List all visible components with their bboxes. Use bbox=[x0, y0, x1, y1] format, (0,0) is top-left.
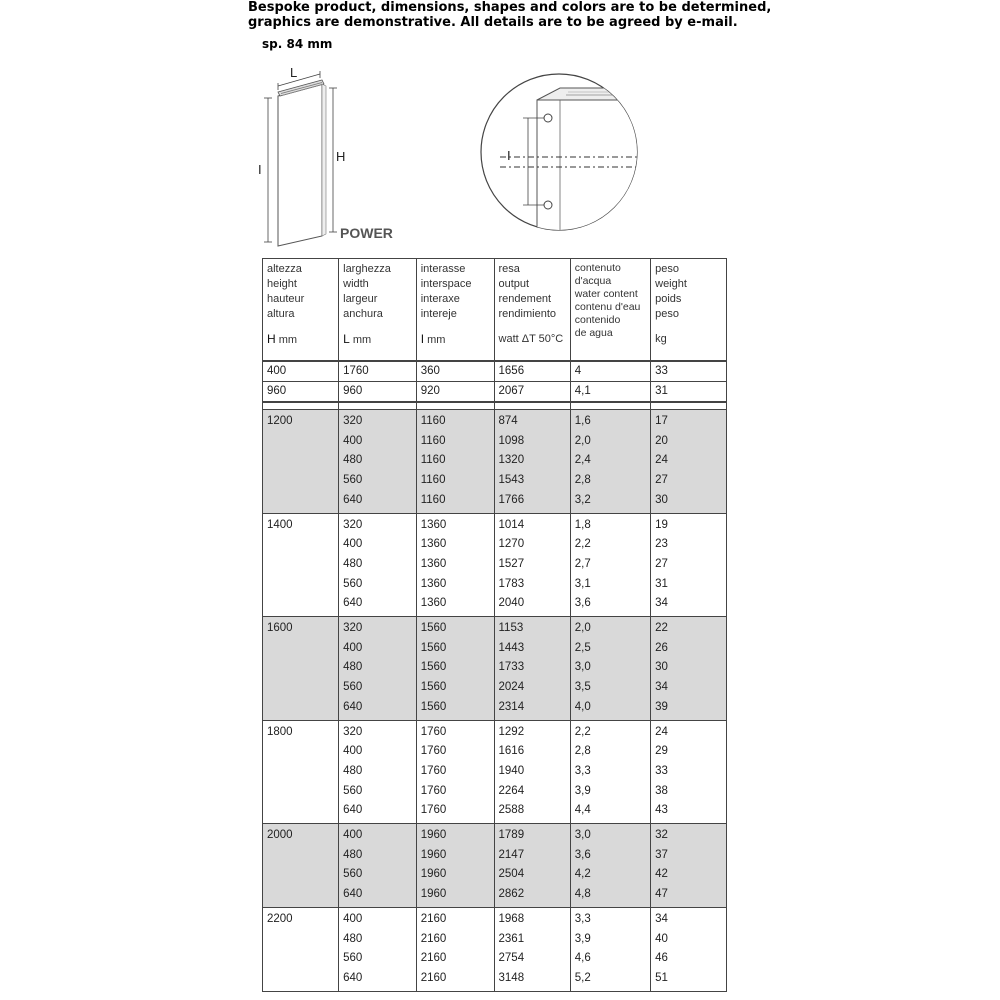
table-cell: 1789 bbox=[498, 829, 525, 842]
table-cell: 2160 bbox=[420, 952, 447, 965]
table-cell: 1543 bbox=[498, 474, 525, 487]
header-text: peso bbox=[655, 263, 679, 275]
table-cell: 1560 bbox=[420, 661, 447, 674]
header-text: width bbox=[343, 278, 369, 290]
table-cell: 3,3 bbox=[574, 764, 591, 777]
table-cell: 400 bbox=[343, 912, 363, 925]
spacer-cell bbox=[263, 402, 339, 410]
table-cell: 400 bbox=[343, 641, 363, 654]
table-cell: 4,0 bbox=[574, 700, 591, 713]
table-cell: 1760 bbox=[420, 764, 447, 777]
header-width bbox=[339, 259, 417, 362]
table-cell: 480 bbox=[343, 848, 363, 861]
unit-letter: L bbox=[343, 332, 350, 346]
table-cell: 3,9 bbox=[574, 932, 591, 945]
header-output bbox=[494, 259, 570, 362]
table-cell: 2588 bbox=[498, 804, 525, 817]
table-cell: 2264 bbox=[498, 784, 525, 797]
table-cell: 1733 bbox=[498, 661, 525, 674]
header-text: rendement bbox=[498, 293, 552, 305]
group-column-cell bbox=[339, 410, 417, 514]
group-column-cell bbox=[651, 907, 727, 991]
table-cell: 27 bbox=[655, 557, 668, 570]
table-cell: 3,5 bbox=[574, 681, 591, 694]
header-text: resa bbox=[498, 263, 520, 275]
table-cell: 1766 bbox=[498, 493, 525, 506]
table-cell: 37 bbox=[655, 848, 668, 861]
table-cell: 1443 bbox=[498, 641, 525, 654]
unit-text: mm bbox=[424, 334, 446, 346]
table-cell: 1760 bbox=[420, 784, 447, 797]
spacer-cell bbox=[570, 402, 650, 410]
table-cell: 43 bbox=[655, 804, 668, 817]
header-text: water content bbox=[574, 288, 638, 300]
table-cell: 1160 bbox=[420, 434, 446, 447]
unit-letter: I bbox=[420, 332, 425, 346]
table-cell: 27 bbox=[655, 474, 668, 487]
unit-text: watt ΔT 50°C bbox=[498, 333, 564, 345]
table-cell: 1292 bbox=[498, 725, 525, 738]
table-cell: 640 bbox=[343, 597, 363, 610]
table-cell: 640 bbox=[343, 971, 363, 984]
table-cell: 2040 bbox=[498, 597, 525, 610]
disclaimer-line-2: graphics are demonstrative. All details are to be agreed by e-mail. bbox=[248, 15, 738, 30]
header-interspace-lines bbox=[421, 263, 472, 320]
table-cell: 38 bbox=[655, 784, 668, 797]
table-cell: 3,6 bbox=[574, 597, 591, 610]
group-column-cell bbox=[570, 720, 650, 824]
table-cell: 1783 bbox=[498, 577, 525, 590]
specification-table-body bbox=[263, 259, 727, 992]
table-cell: 480 bbox=[343, 932, 363, 945]
table-cell: 1160 bbox=[420, 454, 446, 467]
table-group-row bbox=[263, 824, 727, 908]
dimension-I bbox=[264, 98, 272, 242]
header-interspace bbox=[416, 259, 494, 362]
table-cell: 320 bbox=[343, 622, 363, 635]
group-height-cell bbox=[263, 907, 339, 991]
table-cell: 960 bbox=[339, 382, 417, 403]
table-group-row bbox=[263, 907, 727, 991]
header-text: weight bbox=[655, 278, 687, 290]
table-cell: 23 bbox=[655, 538, 668, 551]
table-cell: 4,1 bbox=[570, 382, 650, 403]
table-cell: 560 bbox=[343, 474, 363, 487]
disclaimer-line-1: Bespoke product, dimensions, shapes and colors are to be determined, bbox=[248, 0, 772, 15]
table-cell: 3148 bbox=[498, 971, 525, 984]
table-cell: 480 bbox=[343, 557, 363, 570]
group-column-cell bbox=[570, 513, 650, 617]
header-text: altezza bbox=[267, 263, 302, 275]
table-cell: 2361 bbox=[498, 932, 525, 945]
table-cell: 2862 bbox=[498, 888, 525, 901]
table-cell: 1,6 bbox=[574, 415, 591, 427]
group-height-value: 2200 bbox=[267, 912, 293, 925]
table-cell: 400 bbox=[263, 361, 339, 382]
table-cell: 32 bbox=[655, 829, 668, 842]
table-cell: 320 bbox=[343, 415, 363, 427]
header-output-unit bbox=[499, 332, 570, 347]
unit-text: kg bbox=[655, 333, 667, 345]
table-cell: 920 bbox=[416, 382, 494, 403]
table-cell: 874 bbox=[498, 415, 518, 427]
table-row bbox=[263, 382, 727, 403]
table-cell: 19 bbox=[655, 518, 668, 531]
group-height-cell bbox=[263, 617, 339, 721]
group-column-cell bbox=[651, 720, 727, 824]
table-cell: 640 bbox=[343, 888, 363, 901]
table-cell: 1270 bbox=[498, 538, 525, 551]
header-text: altura bbox=[267, 308, 295, 320]
group-column-cell bbox=[416, 410, 494, 514]
header-height-unit bbox=[267, 332, 338, 348]
table-cell: 46 bbox=[655, 952, 668, 965]
table-cell: 1760 bbox=[420, 804, 447, 817]
table-cell: 1320 bbox=[498, 454, 525, 467]
table-cell: 560 bbox=[343, 681, 363, 694]
table-cell: 2067 bbox=[494, 382, 570, 403]
label-I-detail: I bbox=[507, 148, 511, 163]
header-width-lines bbox=[343, 263, 391, 320]
table-cell: 4,2 bbox=[574, 868, 591, 881]
table-cell: 1098 bbox=[498, 434, 525, 447]
radiator-drawing bbox=[0, 0, 1000, 258]
table-cell: 2,4 bbox=[574, 454, 591, 467]
group-column-cell bbox=[416, 907, 494, 991]
group-column-cell bbox=[651, 617, 727, 721]
group-column-cell bbox=[494, 617, 570, 721]
group-height-cell bbox=[263, 720, 339, 824]
group-column-cell bbox=[416, 513, 494, 617]
table-cell: 40 bbox=[655, 932, 668, 945]
group-height-cell bbox=[263, 410, 339, 514]
table-cell: 31 bbox=[655, 577, 668, 590]
group-column-cell bbox=[651, 824, 727, 908]
table-cell: 4 bbox=[570, 361, 650, 382]
table-cell: 2,7 bbox=[574, 557, 591, 570]
table-cell: 1,8 bbox=[574, 518, 591, 531]
table-cell: 1360 bbox=[420, 557, 447, 570]
table-cell: 42 bbox=[655, 868, 668, 881]
table-cell: 24 bbox=[655, 725, 668, 738]
group-column-cell bbox=[339, 720, 417, 824]
table-cell: 640 bbox=[343, 700, 363, 713]
radiator-panel-illustration bbox=[278, 80, 326, 246]
header-text: height bbox=[267, 278, 297, 290]
group-column-cell bbox=[416, 617, 494, 721]
group-column-cell bbox=[570, 617, 650, 721]
table-cell: 1360 bbox=[420, 538, 447, 551]
table-cell: 1560 bbox=[420, 641, 447, 654]
table-cell: 20 bbox=[655, 434, 668, 447]
table-cell: 3,6 bbox=[574, 848, 591, 861]
table-cell: 2160 bbox=[420, 971, 447, 984]
table-cell: 2754 bbox=[498, 952, 525, 965]
table-cell: 3,9 bbox=[574, 784, 591, 797]
table-cell: 400 bbox=[343, 745, 363, 758]
header-text: hauteur bbox=[267, 293, 305, 305]
table-cell: 1940 bbox=[498, 764, 525, 777]
group-height-value: 1400 bbox=[267, 518, 293, 531]
table-spacer-row bbox=[263, 402, 727, 410]
group-height-value: 1200 bbox=[267, 415, 293, 427]
table-cell: 3,3 bbox=[574, 912, 591, 925]
table-cell: 400 bbox=[343, 434, 363, 447]
table-row bbox=[263, 361, 727, 382]
header-text: anchura bbox=[343, 308, 383, 320]
table-cell: 560 bbox=[343, 784, 363, 797]
table-cell: 1014 bbox=[498, 518, 525, 531]
group-column-cell bbox=[339, 824, 417, 908]
group-column-cell bbox=[494, 410, 570, 514]
thickness-label: sp. 84 mm bbox=[262, 37, 333, 51]
header-text: larghezza bbox=[343, 263, 391, 275]
table-cell: 1360 bbox=[420, 518, 447, 531]
header-text: contenuto bbox=[574, 262, 621, 274]
table-cell: 22 bbox=[655, 622, 668, 635]
table-cell: 1960 bbox=[420, 848, 447, 861]
header-output-lines bbox=[499, 263, 556, 320]
group-column-cell bbox=[494, 720, 570, 824]
table-cell: 320 bbox=[343, 725, 363, 738]
model-name: POWER bbox=[340, 225, 393, 241]
label-H: H bbox=[336, 149, 346, 164]
table-cell: 2160 bbox=[420, 932, 447, 945]
table-cell: 34 bbox=[655, 912, 668, 925]
table-cell: 51 bbox=[655, 971, 668, 984]
table-cell: 1153 bbox=[498, 622, 524, 635]
group-column-cell bbox=[494, 907, 570, 991]
group-column-cell bbox=[494, 513, 570, 617]
table-cell: 1360 bbox=[420, 597, 447, 610]
table-group-row bbox=[263, 410, 727, 514]
table-cell: 2,5 bbox=[574, 641, 591, 654]
label-L: L bbox=[290, 65, 298, 80]
table-cell: 1160 bbox=[420, 474, 446, 487]
table-cell: 30 bbox=[655, 661, 668, 674]
table-cell: 320 bbox=[343, 518, 363, 531]
table-cell: 560 bbox=[343, 952, 363, 965]
header-text: de agua bbox=[574, 327, 613, 339]
table-cell: 1960 bbox=[420, 829, 447, 842]
header-text: intereje bbox=[420, 308, 457, 320]
header-height-lines bbox=[267, 263, 304, 320]
group-height-value: 1600 bbox=[267, 622, 293, 635]
header-weight-unit bbox=[655, 332, 726, 347]
table-cell: 560 bbox=[343, 868, 363, 881]
label-I: I bbox=[258, 162, 262, 177]
group-column-cell bbox=[494, 824, 570, 908]
header-text: contenu d'eau bbox=[574, 301, 641, 313]
group-column-cell bbox=[339, 513, 417, 617]
table-cell: 2,2 bbox=[574, 538, 591, 551]
group-column-cell bbox=[570, 410, 650, 514]
table-cell: 24 bbox=[655, 454, 668, 467]
table-cell: 5,2 bbox=[574, 971, 591, 984]
table-cell: 29 bbox=[655, 745, 668, 758]
table-cell: 1616 bbox=[498, 745, 525, 758]
table-cell: 4,4 bbox=[574, 804, 591, 817]
table-group-row bbox=[263, 617, 727, 721]
table-cell: 4,8 bbox=[574, 888, 591, 901]
table-cell: 1760 bbox=[339, 361, 417, 382]
table-cell: 47 bbox=[655, 888, 668, 901]
spacer-cell bbox=[651, 402, 727, 410]
table-cell: 17 bbox=[655, 415, 668, 427]
table-cell: 31 bbox=[651, 382, 727, 403]
table-cell: 2024 bbox=[498, 681, 525, 694]
table-cell: 2,2 bbox=[574, 725, 591, 738]
table-group-row bbox=[263, 513, 727, 617]
table-cell: 33 bbox=[651, 361, 727, 382]
table-cell: 2314 bbox=[498, 700, 525, 713]
table-cell: 400 bbox=[343, 538, 363, 551]
group-height-cell bbox=[263, 824, 339, 908]
group-height-value: 2000 bbox=[267, 829, 293, 842]
header-interspace-unit bbox=[421, 332, 494, 348]
header-water-content bbox=[570, 259, 650, 362]
table-cell: 480 bbox=[343, 454, 363, 467]
table-header-row bbox=[263, 259, 727, 362]
table-cell: 2504 bbox=[498, 868, 525, 881]
table-cell: 3,2 bbox=[574, 493, 591, 506]
group-column-cell bbox=[416, 824, 494, 908]
header-text: interaxe bbox=[420, 293, 460, 305]
table-cell: 1760 bbox=[420, 745, 447, 758]
table-cell: 1760 bbox=[420, 725, 447, 738]
group-column-cell bbox=[651, 513, 727, 617]
table-cell: 1960 bbox=[420, 888, 447, 901]
table-cell: 480 bbox=[343, 661, 363, 674]
spacer-cell bbox=[494, 402, 570, 410]
unit-text: mm bbox=[349, 334, 372, 346]
table-cell: 360 bbox=[416, 361, 494, 382]
table-cell: 30 bbox=[655, 493, 668, 506]
table-cell: 1560 bbox=[420, 700, 447, 713]
table-cell: 2147 bbox=[498, 848, 525, 861]
header-width-unit bbox=[343, 332, 416, 348]
group-column-cell bbox=[570, 824, 650, 908]
table-cell: 1527 bbox=[498, 557, 525, 570]
group-height-value: 1800 bbox=[267, 725, 293, 738]
table-cell: 26 bbox=[655, 641, 668, 654]
header-text: interasse bbox=[420, 263, 466, 275]
table-cell: 400 bbox=[343, 829, 363, 842]
header-text: peso bbox=[655, 308, 679, 320]
header-height bbox=[263, 259, 339, 362]
header-text: contenido bbox=[574, 314, 621, 326]
table-cell: 3,0 bbox=[574, 829, 591, 842]
table-cell: 1360 bbox=[420, 577, 447, 590]
table-cell: 1160 bbox=[420, 415, 446, 427]
table-cell: 3,0 bbox=[574, 661, 591, 674]
table-cell: 3,1 bbox=[574, 577, 591, 590]
spacer-cell bbox=[416, 402, 494, 410]
group-column-cell bbox=[651, 410, 727, 514]
table-cell: 2160 bbox=[420, 912, 447, 925]
specification-table bbox=[262, 258, 727, 992]
table-cell: 480 bbox=[343, 764, 363, 777]
table-cell: 1560 bbox=[420, 681, 447, 694]
table-cell: 1968 bbox=[498, 912, 525, 925]
group-column-cell bbox=[339, 617, 417, 721]
header-text: rendimiento bbox=[498, 308, 556, 320]
table-cell: 34 bbox=[655, 597, 668, 610]
table-cell: 2,8 bbox=[574, 474, 591, 487]
group-column-cell bbox=[339, 907, 417, 991]
header-text: interspace bbox=[420, 278, 472, 290]
header-text: output bbox=[498, 278, 530, 290]
table-cell: 4,6 bbox=[574, 952, 591, 965]
table-cell: 640 bbox=[343, 493, 363, 506]
table-cell: 2,0 bbox=[574, 434, 591, 447]
group-column-cell bbox=[570, 907, 650, 991]
unit-letter: H bbox=[267, 332, 276, 346]
table-cell: 1960 bbox=[420, 868, 447, 881]
group-height-cell bbox=[263, 513, 339, 617]
table-cell: 1656 bbox=[494, 361, 570, 382]
table-cell: 39 bbox=[655, 700, 668, 713]
table-cell: 560 bbox=[343, 577, 363, 590]
unit-text: mm bbox=[275, 334, 298, 346]
header-weight-lines bbox=[655, 263, 687, 320]
table-cell: 960 bbox=[263, 382, 339, 403]
table-cell: 33 bbox=[655, 764, 668, 777]
header-text: largeur bbox=[343, 293, 378, 305]
header-weight bbox=[651, 259, 727, 362]
group-column-cell bbox=[416, 720, 494, 824]
header-text: poids bbox=[655, 293, 682, 305]
table-cell: 1560 bbox=[420, 622, 447, 635]
table-cell: 2,8 bbox=[574, 745, 591, 758]
table-cell: 640 bbox=[343, 804, 363, 817]
table-cell: 34 bbox=[655, 681, 668, 694]
spacer-cell bbox=[339, 402, 417, 410]
table-cell: 1160 bbox=[420, 493, 446, 506]
table-cell: 2,0 bbox=[574, 622, 591, 635]
header-text: d'acqua bbox=[574, 275, 612, 287]
table-group-row bbox=[263, 720, 727, 824]
